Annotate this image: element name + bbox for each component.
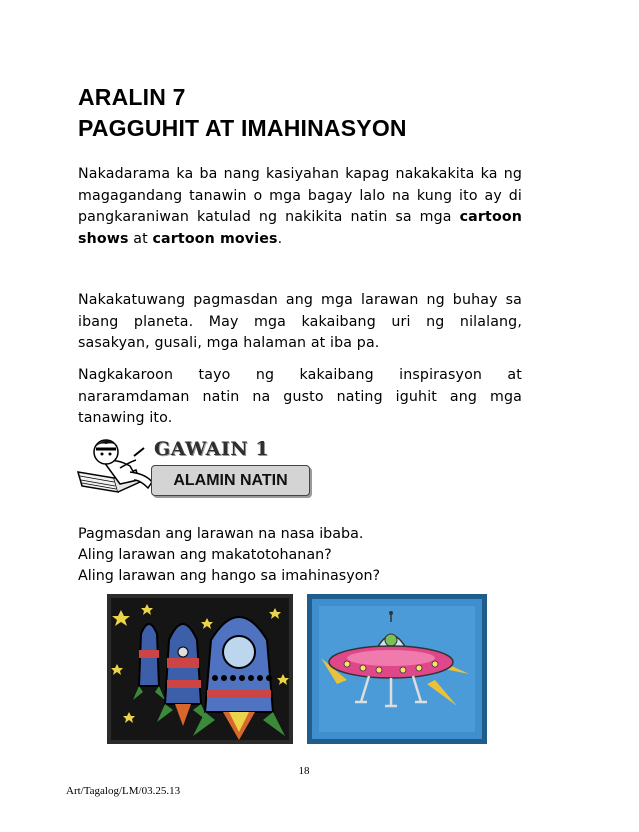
intro-bold-cartoon-movies: cartoon movies xyxy=(152,230,278,247)
activity-heading: GAWAIN 1 xyxy=(154,438,269,460)
question-line: Aling larawan ang makatotohanan? xyxy=(78,547,332,563)
questions xyxy=(78,524,380,587)
intro-text-end: . xyxy=(277,230,283,247)
intro-text: Nakadarama ka ba nang kasiyahan kapag nakakakita ka ng magagandang tanawin o mga bagay lalo na kung ito ay di pangkaraniwan katulad ng nakikita natin sa mga xyxy=(78,166,522,225)
intro-paragraph xyxy=(78,164,522,250)
alamin-natin-label: ALAMIN NATIN xyxy=(151,465,310,496)
ufo-drawing-image xyxy=(307,594,487,744)
question-line: Aling larawan ang hango sa imahinasyon? xyxy=(78,568,381,584)
lesson-title xyxy=(78,82,407,144)
rockets-drawing-image xyxy=(107,594,293,744)
lesson-heading: PAGGUHIT AT IMAHINASYON xyxy=(78,115,407,141)
reading-child-icon xyxy=(74,432,160,496)
lesson-number: ARALIN 7 xyxy=(78,84,186,110)
question-line: Pagmasdan ang larawan na nasa ibaba. xyxy=(78,526,364,542)
inspiration-paragraph: Nagkakaroon tayo ng kakaibang inspirasyon at nararamdaman natin na gusto nating iguhit ang mga tanawing ito. xyxy=(78,367,522,426)
footer-code: Art/Tagalog/LM/03.25.13 xyxy=(66,785,181,797)
intro-text-connector: at xyxy=(128,230,153,247)
intro-bold-cartoon-shows: cartoon shows xyxy=(78,209,522,247)
page-number: 18 xyxy=(298,765,310,777)
planet-paragraph: Nakakatuwang pagmasdan ang mga larawan ng buhay sa ibang planeta. May mga kakaibang uri ng nilalang, sasakyan, gusali, mga halaman at iba pa. xyxy=(78,292,522,351)
